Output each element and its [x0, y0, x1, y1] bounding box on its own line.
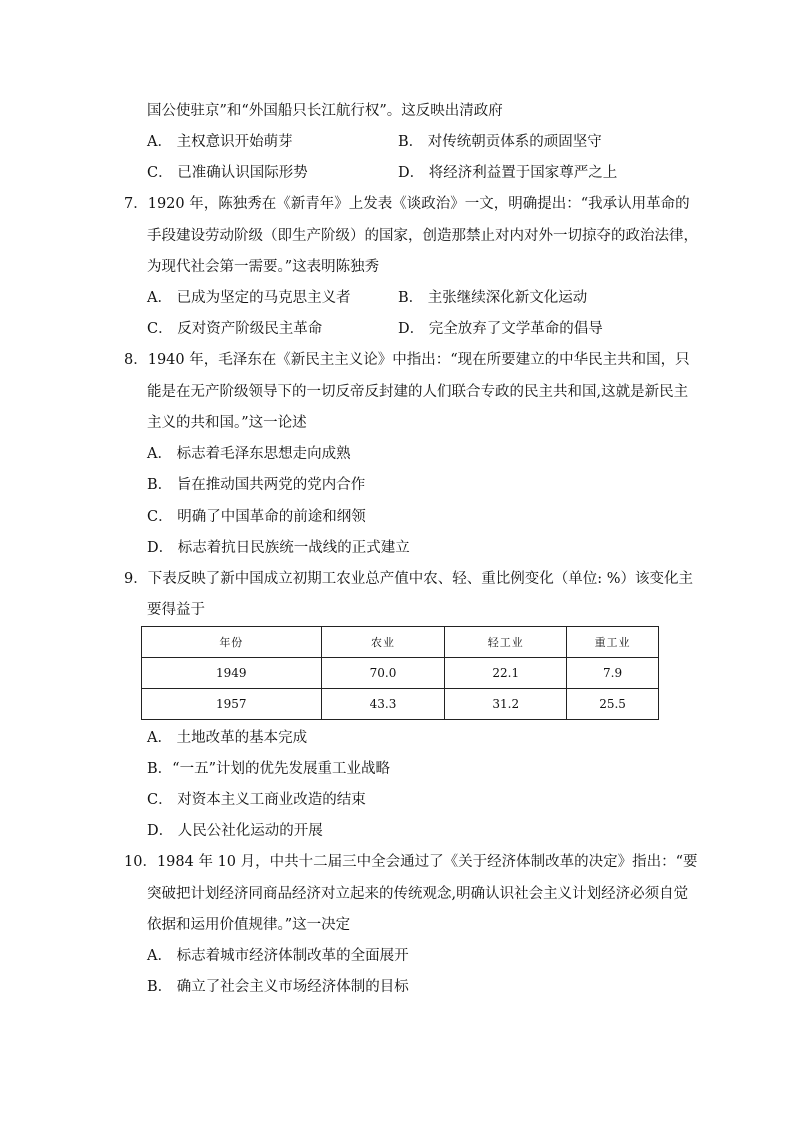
q9-option-c: C． 对资本主义工商业改造的结束 [147, 792, 366, 808]
q8-option-c: C． 明确了中国革命的前途和纲领 [147, 509, 366, 525]
q6-option-c: C． 已准确认识国际形势 [147, 165, 308, 181]
q8-option-b: B． 旨在推动国共两党的党内合作 [147, 477, 366, 493]
table-header-row [142, 627, 659, 658]
q9-stem-line-1: 9．下表反映了新中国成立初期工农业总产值中农、轻、重比例变化（单位: %）该变化主 [124, 571, 693, 587]
q8-option-d: D． 标志着抗日民族统一战线的正式建立 [147, 540, 410, 556]
q6-option-b: B． 对传统朝贡体系的顽固坚守 [398, 134, 602, 150]
q8-stem-line-2: 能是在无产阶级领导下的一切反帝反封建的人们联合专政的民主共和国,这就是新民主 [147, 384, 689, 400]
q7-stem-line-3: 为现代社会第一需要。”这表明陈独秀 [147, 259, 380, 275]
table-cell: 1949 [142, 658, 322, 689]
header-year: 年份 [142, 627, 322, 658]
table-cell: 25.5 [567, 689, 659, 720]
output-ratio-table [141, 626, 659, 720]
table-cell: 1957 [142, 689, 322, 720]
table-cell: 7.9 [567, 658, 659, 689]
table-cell: 31.2 [445, 689, 567, 720]
header-heavy-industry: 重工业 [567, 627, 659, 658]
q10-stem-line-1: 10．1984 年 10 月，中共十二届三中全会通过了《关于经济体制改革的决定》指出：“要 [124, 854, 698, 870]
header-light-industry: 轻工业 [445, 627, 567, 658]
q8-stem-line-1: 8．1940 年，毛泽东在《新民主主义论》中指出：“现在所要建立的中华民主共和国，只 [124, 352, 690, 368]
table-cell: 22.1 [445, 658, 567, 689]
q7-option-a: A． 已成为坚定的马克思主义者 [147, 290, 351, 306]
q7-option-c: C． 反对资产阶级民主革命 [147, 321, 323, 337]
table-row [142, 658, 659, 689]
q10-stem-line-3: 依据和运用价值规律。”这一决定 [147, 917, 351, 933]
q9-option-b: B．“一五”计划的优先发展重工业战略 [147, 761, 390, 777]
q7-stem-line-2: 手段建设劳动阶级（即生产阶级）的国家，创造那禁止对内对外一切掠夺的政治法律， [147, 228, 698, 244]
q8-stem-line-3: 主义的共和国。”这一论述 [147, 415, 307, 431]
q9-option-d: D． 人民公社化运动的开展 [147, 823, 323, 839]
table-row [142, 689, 659, 720]
header-agriculture: 农业 [321, 627, 445, 658]
q7-option-b: B． 主张继续深化新文化运动 [398, 290, 588, 306]
table-cell: 43.3 [321, 689, 445, 720]
q6-option-d: D． 将经济利益置于国家尊严之上 [398, 165, 618, 181]
table-cell: 70.0 [321, 658, 445, 689]
q8-option-a: A． 标志着毛泽东思想走向成熟 [147, 446, 351, 462]
q10-option-b: B． 确立了社会主义市场经济体制的目标 [147, 979, 409, 995]
q7-stem-line-1: 7．1920 年，陈独秀在《新青年》上发表《谈政治》一文，明确提出：“我承认用革命的 [124, 196, 690, 212]
q9-option-a: A． 土地改革的基本完成 [147, 730, 308, 746]
q6-stem-tail: 国公使驻京”和“外国船只长江航行权”。这反映出清政府 [147, 103, 503, 119]
q9-stem-line-2: 要得益于 [147, 602, 205, 618]
q10-stem-line-2: 突破把计划经济同商品经济对立起来的传统观念,明确认识社会主义计划经济必须自觉 [147, 886, 689, 902]
q7-option-d: D． 完全放弃了文学革命的倡导 [398, 321, 603, 337]
q10-option-a: A． 标志着城市经济体制改革的全面展开 [147, 948, 409, 964]
q6-option-a: A． 主权意识开始萌芽 [147, 134, 293, 150]
